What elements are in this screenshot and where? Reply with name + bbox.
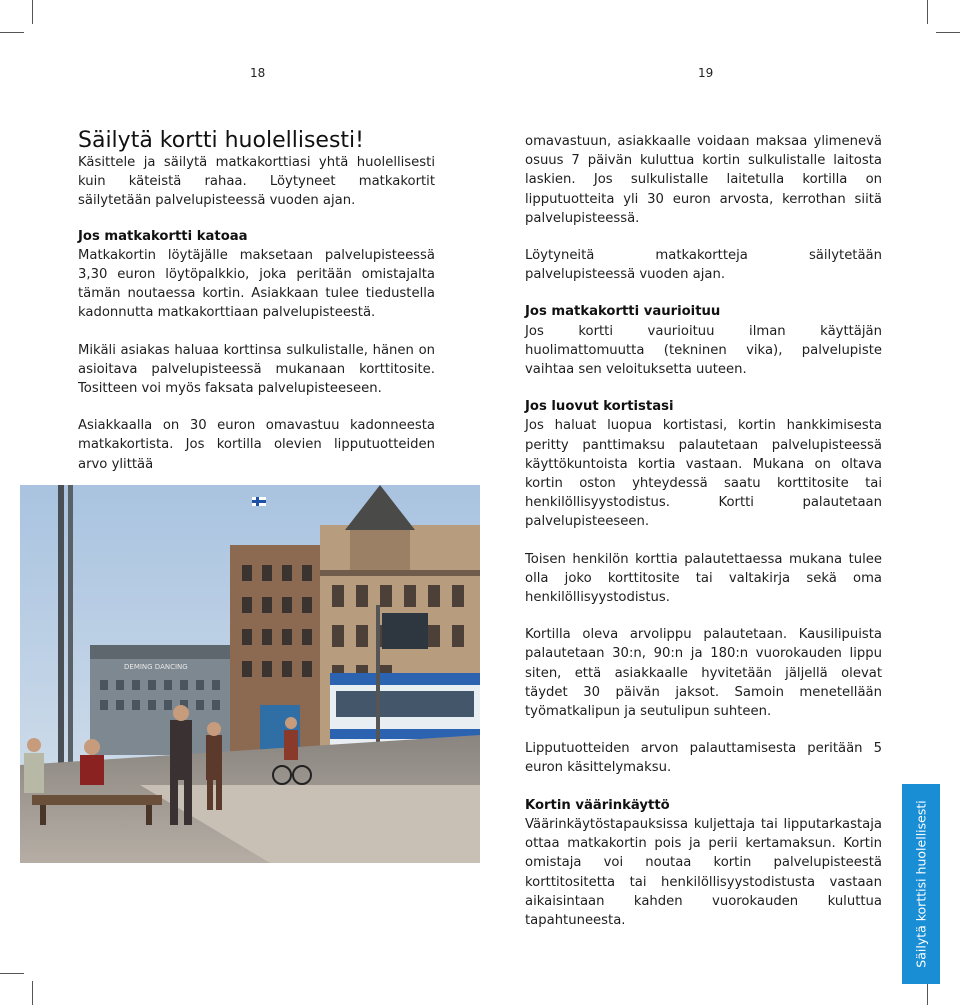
misuse-heading: Kortin väärinkäyttö — [525, 797, 670, 813]
lost-card-heading: Jos matkakortti katoaa — [78, 228, 248, 244]
season-ticket-paragraph: Kortilla oleva arvolippu palautetaan. Kausilipuista palautetaan 30:n, 90:n ja 180:n vuorokauden lippu siten, että asiakkaalle hyvitetään jäljellä olevat täydet 30 päivän jaksot. Samoin menetellään työmatkalipun ja seutulipun suhteen. — [525, 627, 882, 720]
crop-mark — [32, 0, 33, 24]
lost-card-section — [78, 227, 435, 323]
deductible-paragraph: Asiakkaalla on 30 euron omavastuu kadonneesta matkakortista. Jos kortilla olevien lipputuotteiden arvo ylittää — [78, 418, 435, 472]
give-up-card-section — [525, 397, 882, 531]
damaged-card-heading: Jos matkakortti vaurioituu — [525, 304, 721, 320]
intro-paragraph: Käsittele ja säilytä matkakorttiasi yhtä huolellisesti kuin käteistä rahaa. Löytyneet matkakortit säilytetään palvelupisteessä vuoden ajan. — [78, 155, 435, 209]
blocklist-paragraph: Mikäli asiakas haluaa korttinsa sulkulistalle, hänen on asioitava palvelupisteessä mukanaan korttitosite. Tositteen voi myös faksata palvelupisteeseen. — [78, 342, 435, 397]
crop-mark — [32, 981, 33, 1005]
page-number-right: 19 — [698, 66, 714, 80]
fee-paragraph: Lipputuotteiden arvon palauttamisesta peritään 5 euron käsittelymaksu. — [525, 741, 882, 776]
page-number-left: 18 — [250, 66, 266, 80]
damaged-card-section — [525, 302, 882, 379]
damaged-card-text: Jos kortti vaurioituu ilman käyttäjän huolimattomuutta (tekninen vika), palvelupiste vaihtaa sen veloituksetta uuteen. — [525, 323, 882, 378]
left-column — [78, 128, 435, 492]
page-title: Säilytä kortti huolellisesti! — [78, 128, 364, 153]
continuation-paragraph: omavastuun, asiakkaalle voidaan maksaa ylimenevä osuus 7 päivän kuluttua kortin sulkulistalle laitosta laskien. Jos sulkulistalle laitetulla kortilla on lipputuotteita yli 30 euron arvosta, kerrothan siitä palvelupisteessä. — [525, 134, 882, 226]
right-column — [525, 132, 882, 948]
photo-sign-text: DEMING DANCING — [124, 663, 188, 671]
crop-mark — [0, 973, 24, 974]
crop-mark — [927, 0, 928, 24]
other-person-paragraph: Toisen henkilön korttia palautettaessa mukana tulee olla joko korttitosite tai valtakirja sekä oma henkilöllisyystodistus. — [525, 551, 882, 606]
lost-card-text: Matkakortin löytäjälle maksetaan palvelupisteessä 3,30 euron löytöpalkkio, joka peritään omistajalta tämän noutaessa kortin. Asiakkaan tulee tiedustella kadonnutta matkakorttiaan palvelupisteestä. — [78, 247, 435, 321]
side-tab — [902, 784, 940, 984]
misuse-text: Väärinkäytöstapauksissa kuljettaja tai lipputarkastaja ottaa matkakortin pois ja perii kertamaksun. Kortin omistaja voi noutaa kortin palvelupisteestä korttitositetta tai henkilöllisyystodistusta vastaan aikaisintaan kahden vuorokauden kuluttua tapahtuneesta. — [525, 816, 882, 928]
crop-mark — [0, 32, 24, 33]
crop-mark — [936, 32, 960, 33]
found-cards-paragraph: Löytyneitä matkakortteja säilytetään palvelupisteessä vuoden ajan. — [525, 248, 882, 283]
crop-mark — [927, 981, 928, 1005]
give-up-card-text: Jos haluat luopua kortistasi, kortin hankkimisesta peritty panttimaksu palautetaan palvelupisteessä käyttökuntoista kortia vastaan. Mukana on oltava kortin oston yhteydessä saatu korttitosite tai henkilöllisyystodistus. Kortti palautetaan palvelupisteeseen. — [525, 418, 882, 530]
give-up-card-heading: Jos luovut kortistasi — [525, 399, 674, 415]
misuse-section — [525, 796, 882, 930]
street-photo — [20, 485, 480, 863]
side-tab-label: Säilytä korttisi huolellisesti — [913, 800, 929, 968]
